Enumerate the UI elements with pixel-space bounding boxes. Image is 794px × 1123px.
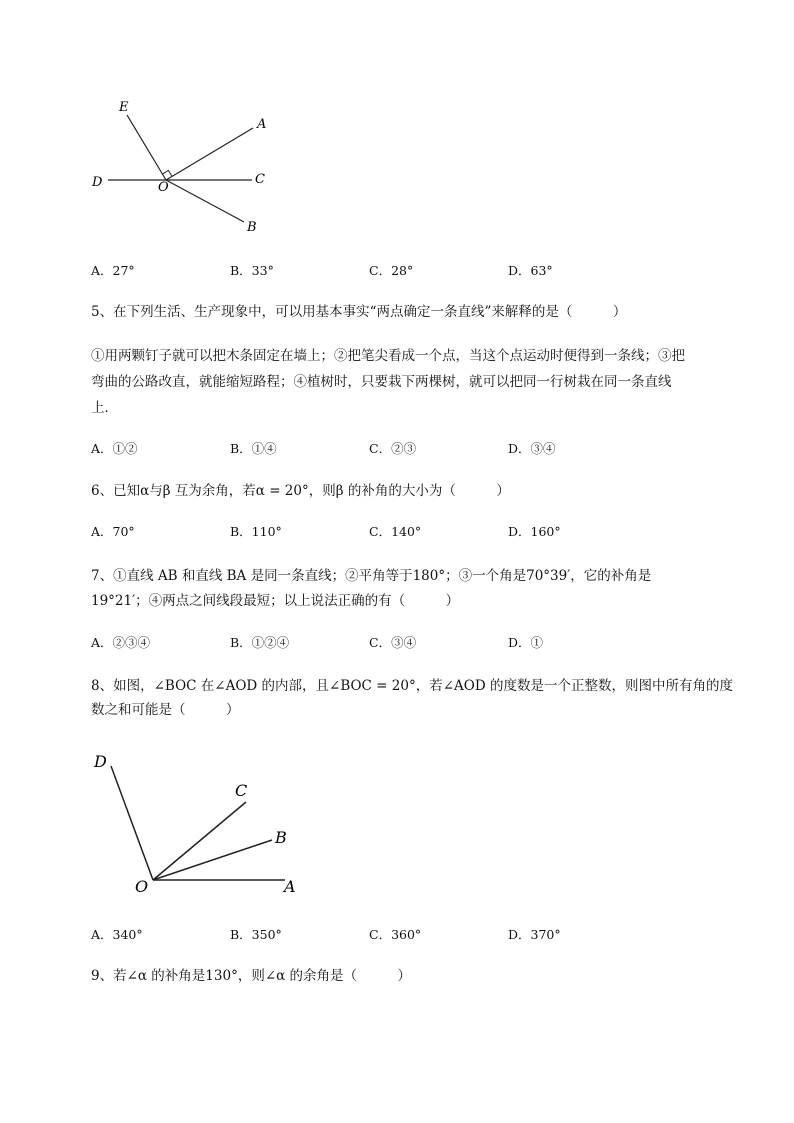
q8-stem-line-1: 8、如图，∠BOC 在∠AOD 的内部，且∠BOC = 20°，若∠AOD 的度数是一个正整数，则图中所有角的度 <box>91 678 733 694</box>
q4-option-b: B．33° <box>230 263 274 278</box>
label-O: O <box>135 877 149 896</box>
label-O: O <box>158 180 169 195</box>
q5-option-c: C．②③ <box>369 441 417 456</box>
q7-stem-line-2: 19°21′；④两点之间线段最短；以上说法正确的有（ ） <box>91 593 460 609</box>
label-A: A <box>257 117 267 132</box>
q5-option-d: D．③④ <box>508 441 556 456</box>
ray-OB <box>153 840 272 880</box>
label-D: D <box>92 175 103 190</box>
ray-OB <box>166 180 244 222</box>
q8-option-a: A．340° <box>91 927 143 942</box>
figure-angles-1 <box>85 95 285 245</box>
ray-OD <box>111 766 153 880</box>
label-A: A <box>284 877 296 896</box>
label-B: B <box>275 828 287 847</box>
q8-option-b: B．350° <box>230 927 282 942</box>
label-B: B <box>247 220 257 235</box>
label-E: E <box>119 100 129 115</box>
q7-option-a: A．②③④ <box>91 635 151 650</box>
q7-stem-line-1: 7、①直线 AB 和直线 BA 是同一条直线；②平角等于180°；③一个角是70°39′，它的补角是 <box>91 568 652 584</box>
q5-option-b: B．①④ <box>230 441 277 456</box>
q5-body-line-3: 上． <box>91 400 118 416</box>
figure-angles-2 <box>88 745 308 900</box>
ray-OC <box>153 802 246 880</box>
q9-stem: 9、若∠α 的补角是130°，则∠α 的余角是（ ） <box>91 968 412 984</box>
q8-option-d: D．370° <box>508 927 561 942</box>
q6-option-d: D．160° <box>508 524 561 539</box>
q5-body-line-2: 弯曲的公路改直，就能缩短路程；④植树时，只要栽下两棵树，就可以把同一行树栽在同一条直线 <box>91 374 672 390</box>
q6-option-b: B．110° <box>230 524 282 539</box>
q7-option-b: B．①②④ <box>230 635 290 650</box>
q4-option-c: C．28° <box>369 263 414 278</box>
ray-OA <box>166 128 253 180</box>
ray-OE <box>127 115 166 180</box>
label-D: D <box>94 752 107 771</box>
q8-option-c: C．360° <box>369 927 422 942</box>
q7-option-d: D．① <box>508 635 544 650</box>
q6-option-a: A．70° <box>91 524 135 539</box>
label-C: C <box>235 781 248 800</box>
q5-stem: 5、在下列生活、生产现象中，可以用基本事实“两点确定一条直线”来解释的是（ ） <box>91 304 627 320</box>
label-C: C <box>255 172 265 187</box>
q6-option-c: C．140° <box>369 524 422 539</box>
q4-option-d: D．63° <box>508 263 553 278</box>
q6-stem: 6、已知α与β 互为余角，若α = 20°，则β 的补角的大小为（ ） <box>91 483 510 499</box>
q4-option-a: A．27° <box>91 263 135 278</box>
q7-option-c: C．③④ <box>369 635 417 650</box>
q5-option-a: A．①② <box>91 441 138 456</box>
q8-stem-line-2: 数之和可能是（ ） <box>91 702 240 718</box>
q5-body-line-1: ①用两颗钉子就可以把木条固定在墙上；②把笔尖看成一个点，当这个点运动时便得到一条线；③把 <box>91 348 685 364</box>
